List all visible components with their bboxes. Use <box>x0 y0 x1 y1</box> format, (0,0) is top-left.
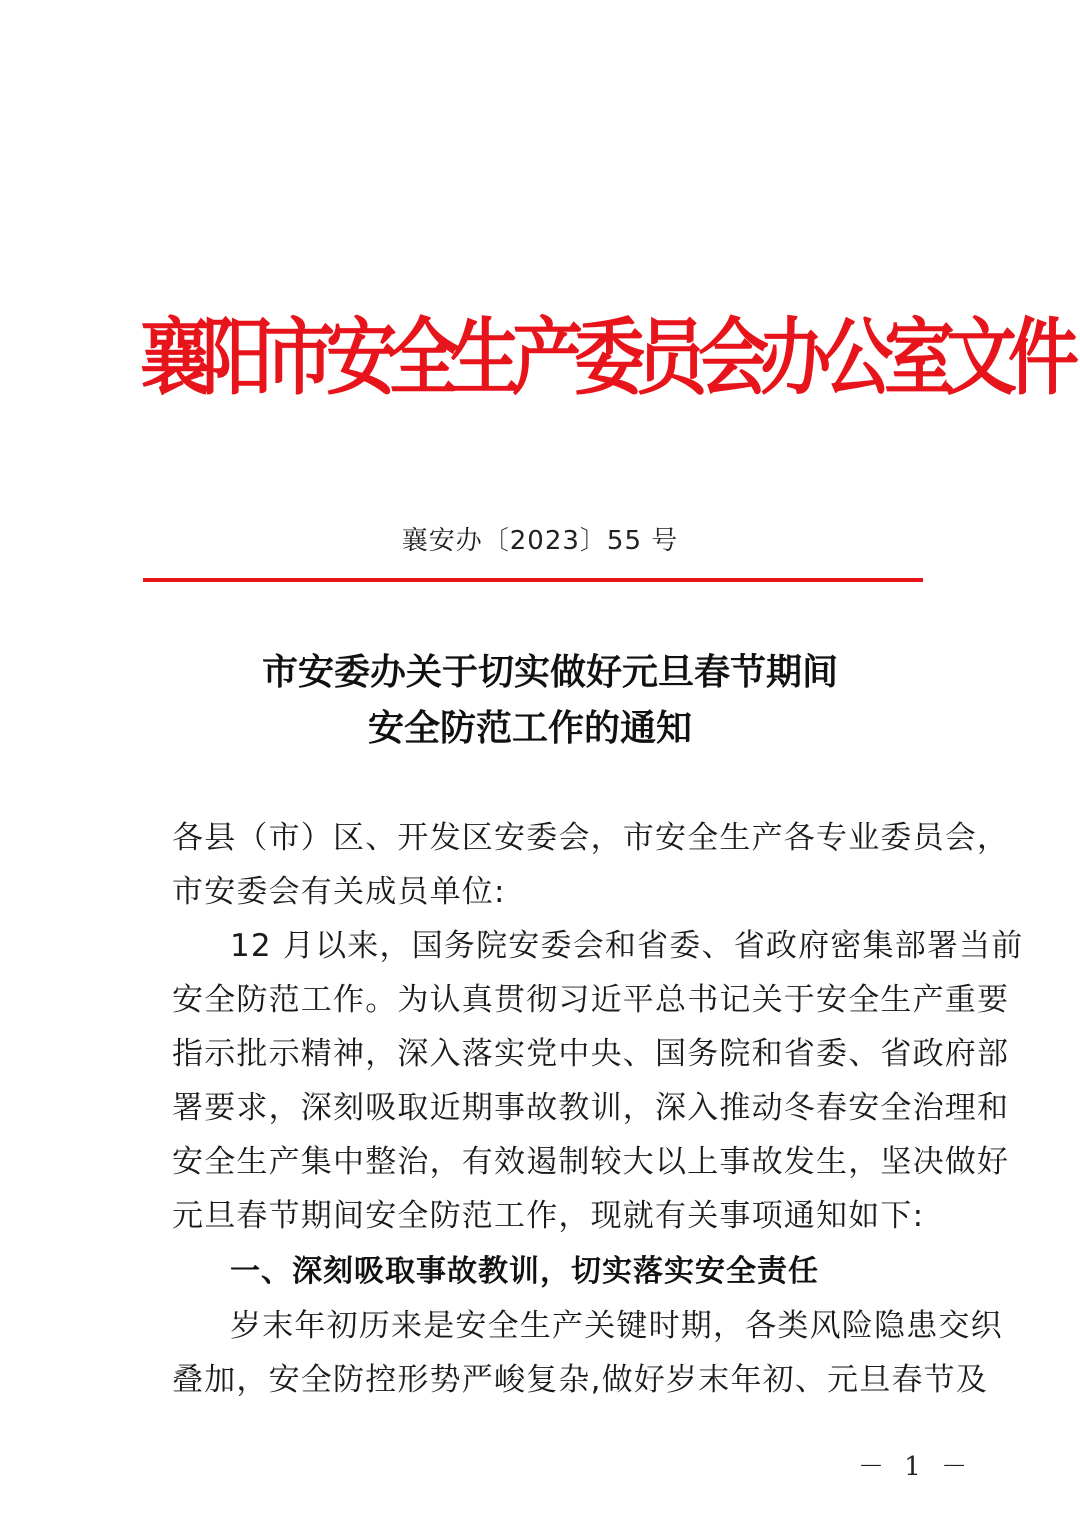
issuing-office-title: 襄阳市安全生产委员会办公室文件 <box>140 307 1071 407</box>
notice-title-line-2: 安全防范工作的通知 <box>367 707 692 749</box>
recipients-line-2: 市安委会有关成员单位: <box>172 874 506 910</box>
section-paragraph-line: 叠加，安全防控形势严峻复杂,做好岁末年初、元旦春节及 <box>172 1362 989 1398</box>
page-number: － 1 － <box>858 1452 974 1482</box>
body-paragraph-line: 指示批示精神，深入落实党中央、国务院和省委、省政府部 <box>172 1036 1010 1072</box>
section-paragraph-line: 岁末年初历来是安全生产关键时期，各类风险隐患交织 <box>230 1308 1003 1344</box>
notice-title-line-1: 市安委办关于切实做好元旦春节期间 <box>261 651 838 693</box>
body-paragraph-line: 12 月以来，国务院安委会和省委、省政府密集部署当前 <box>230 928 1024 964</box>
section-heading-1: 一、深刻吸取事故教训，切实落实安全责任 <box>230 1254 819 1289</box>
document-number: 襄安办〔2023〕55 号 <box>401 526 679 556</box>
body-paragraph-line: 元旦春节期间安全防范工作，现就有关事项通知如下: <box>172 1198 925 1234</box>
red-divider-line <box>143 578 923 582</box>
recipients-line-1: 各县（市）区、开发区安委会，市安全生产各专业委员会， <box>172 820 1010 856</box>
body-paragraph-line: 署要求，深刻吸取近期事故教训，深入推动冬春安全治理和 <box>172 1090 1010 1126</box>
body-paragraph-line: 安全防范工作。为认真贯彻习近平总书记关于安全生产重要 <box>172 982 1010 1018</box>
body-paragraph-line: 安全生产集中整治，有效遏制较大以上事故发生，坚决做好 <box>172 1144 1010 1180</box>
